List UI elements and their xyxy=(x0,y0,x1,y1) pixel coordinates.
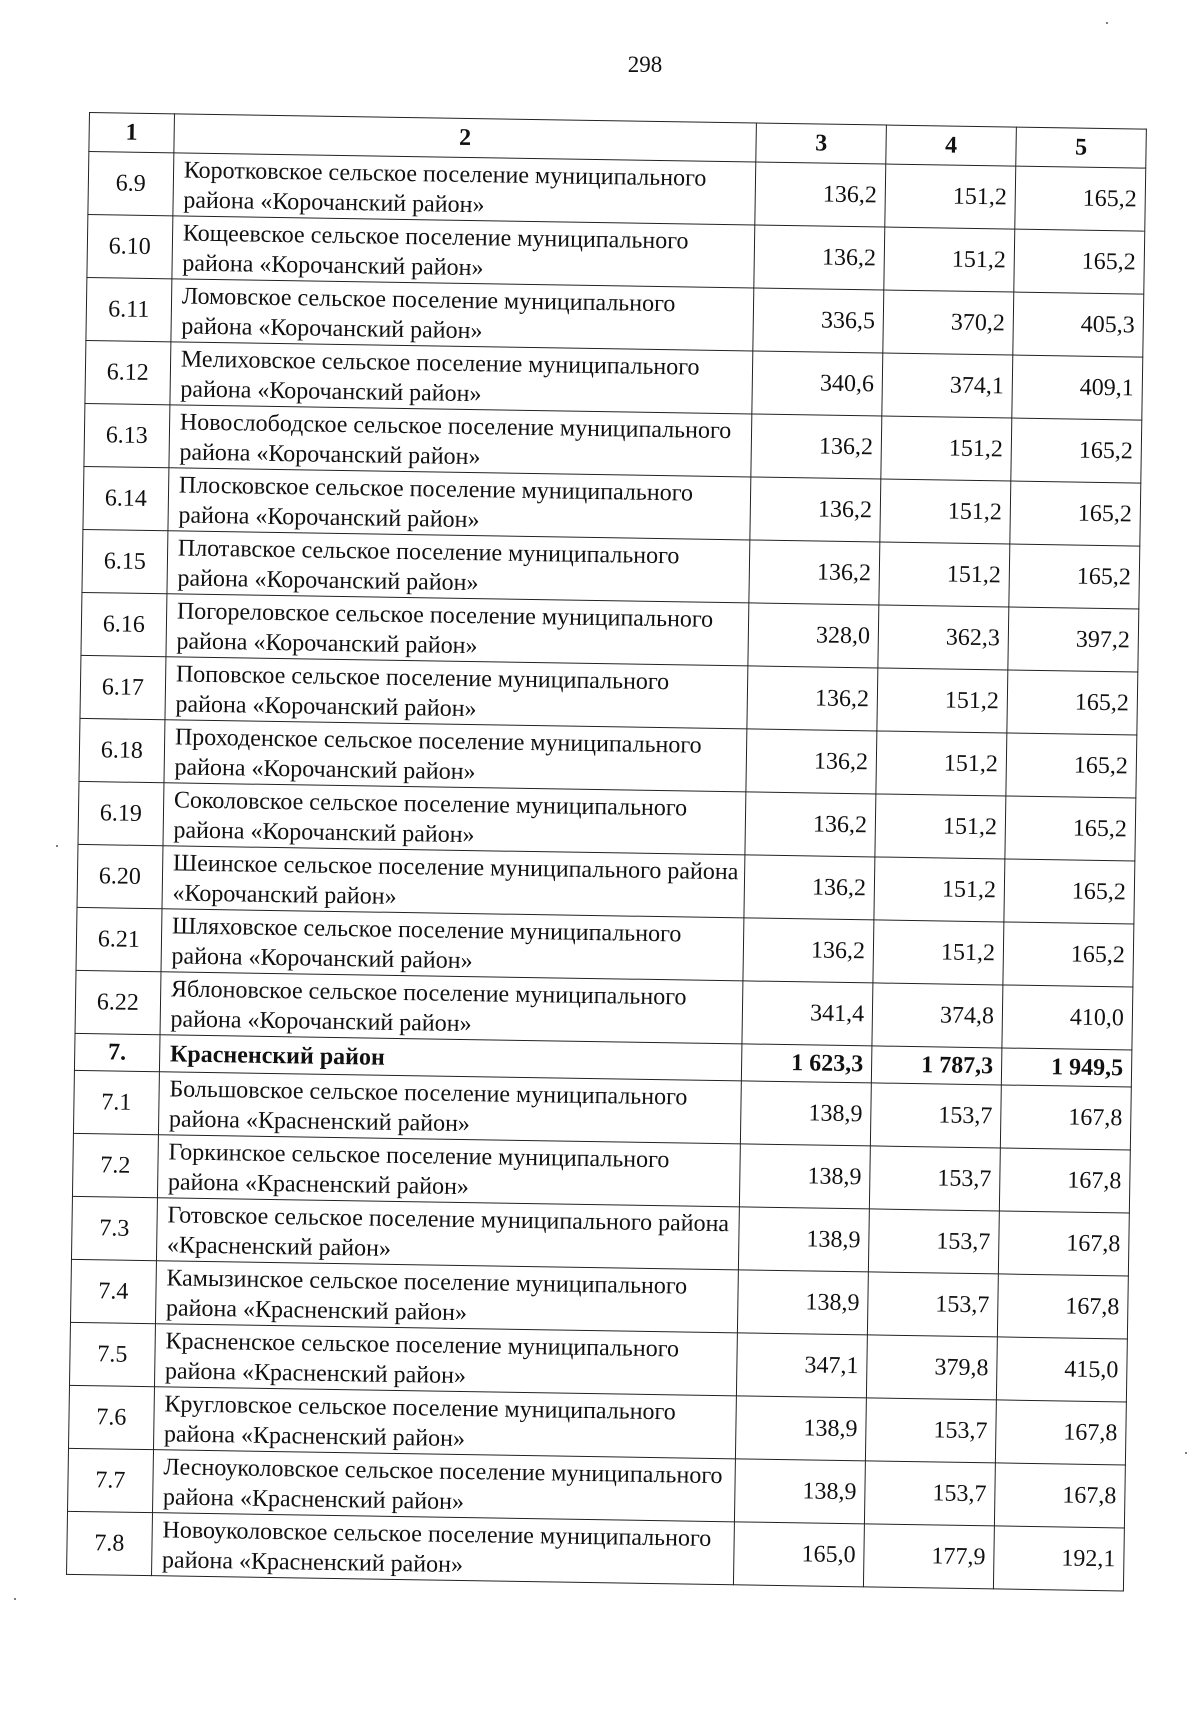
value-col-3-cell: 341,4 xyxy=(742,981,873,1046)
value-col-5-cell: 165,2 xyxy=(1011,418,1142,483)
row-number-cell: 7.7 xyxy=(68,1448,154,1512)
row-name-cell: Готовское сельское поселение муниципального района «Красненский район» xyxy=(156,1198,739,1270)
value-col-3-cell: 138,9 xyxy=(740,1144,871,1209)
row-number-cell: 6.18 xyxy=(79,718,165,782)
value-col-4-cell: 151,2 xyxy=(879,542,1010,607)
row-name-cell: Шляховское сельское поселение муниципального района «Корочанский район» xyxy=(161,909,744,981)
value-col-3-cell: 347,1 xyxy=(737,1333,868,1398)
value-col-5-cell: 167,8 xyxy=(997,1274,1128,1339)
value-col-4-cell: 151,2 xyxy=(880,479,1011,544)
value-col-5-cell: 165,2 xyxy=(1007,670,1138,735)
value-col-3-cell: 336,5 xyxy=(753,288,884,353)
value-col-3-cell: 136,2 xyxy=(750,477,881,542)
value-col-5-cell: 1 949,5 xyxy=(1001,1048,1132,1087)
value-col-3-cell: 165,0 xyxy=(734,1522,865,1587)
value-col-4-cell: 151,2 xyxy=(875,794,1006,859)
value-col-3-cell: 138,9 xyxy=(738,1270,869,1335)
row-number-cell: 7.1 xyxy=(73,1070,159,1134)
scan-speck xyxy=(1106,22,1108,24)
value-col-3-cell: 136,2 xyxy=(747,666,878,731)
value-col-4-cell: 151,2 xyxy=(881,416,1012,481)
value-col-5-cell: 167,8 xyxy=(994,1463,1125,1528)
value-col-4-cell: 153,7 xyxy=(865,1461,996,1526)
value-col-4-cell: 362,3 xyxy=(878,605,1009,670)
row-name-cell: Плотавское сельское поселение муниципального района «Корочанский район» xyxy=(167,531,750,603)
row-name-cell: Горкинское сельское поселение муниципального района «Красненский район» xyxy=(157,1135,740,1207)
row-name-cell: Камызинское сельское поселение муниципального района «Красненский район» xyxy=(155,1261,738,1333)
page-number: 298 xyxy=(627,52,663,77)
value-col-5-cell: 165,2 xyxy=(1009,544,1140,609)
row-name-cell: Ломовское сельское поселение муниципального района «Корочанский район» xyxy=(171,279,754,351)
scan-speck xyxy=(14,1598,16,1600)
value-col-4-cell: 151,2 xyxy=(885,164,1016,229)
value-col-3-cell: 138,9 xyxy=(741,1081,872,1146)
value-col-5-cell: 165,2 xyxy=(1015,166,1146,231)
value-col-4-cell: 153,7 xyxy=(869,1146,1000,1211)
row-name-cell: Поповское сельское поселение муниципального района «Корочанский район» xyxy=(165,657,748,729)
value-col-5-cell: 165,2 xyxy=(1014,229,1145,294)
value-col-5-cell: 165,2 xyxy=(1010,481,1141,546)
scan-speck xyxy=(1185,1452,1187,1454)
row-name-cell: Проходенское сельское поселение муниципального района «Корочанский район» xyxy=(164,720,747,792)
row-name-cell: Плосковское сельское поселение муниципального района «Корочанский район» xyxy=(168,468,751,540)
value-col-5-cell: 167,8 xyxy=(1000,1085,1131,1150)
value-col-3-cell: 136,2 xyxy=(755,162,886,227)
value-col-3-cell: 138,9 xyxy=(739,1207,870,1272)
value-col-4-cell: 1 787,3 xyxy=(871,1046,1001,1085)
row-number-cell: 7.6 xyxy=(69,1385,155,1449)
value-col-4-cell: 177,9 xyxy=(864,1524,995,1589)
row-number-cell: 6.13 xyxy=(84,403,170,467)
value-col-4-cell: 153,7 xyxy=(866,1398,997,1463)
row-name-cell: Большовское сельское поселение муниципального района «Красненский район» xyxy=(158,1072,741,1144)
header-col-5: 5 xyxy=(1016,127,1147,168)
value-col-3-cell: 136,2 xyxy=(745,792,876,857)
value-col-3-cell: 136,2 xyxy=(746,729,877,794)
value-col-4-cell: 151,2 xyxy=(877,668,1008,733)
value-col-4-cell: 151,2 xyxy=(876,731,1007,796)
row-name-cell: Кругловское сельское поселение муниципального района «Красненский район» xyxy=(153,1387,736,1459)
row-name-cell: Кощеевское сельское поселение муниципального района «Корочанский район» xyxy=(172,216,755,288)
row-name-cell: Красненский район xyxy=(159,1035,742,1081)
value-col-3-cell: 136,2 xyxy=(751,414,882,479)
row-number-cell: 6.10 xyxy=(87,214,173,278)
value-col-4-cell: 370,2 xyxy=(883,290,1014,355)
value-col-4-cell: 153,7 xyxy=(870,1083,1001,1148)
row-number-cell: 7.8 xyxy=(67,1511,153,1575)
header-col-4: 4 xyxy=(886,125,1017,166)
value-col-5-cell: 165,2 xyxy=(1005,796,1136,861)
value-col-5-cell: 405,3 xyxy=(1013,292,1144,357)
value-col-5-cell: 192,1 xyxy=(993,1526,1124,1591)
value-col-4-cell: 153,7 xyxy=(868,1272,999,1337)
row-number-cell: 7. xyxy=(74,1033,159,1071)
row-name-cell: Новослободское сельское поселение муниципального района «Корочанский район» xyxy=(169,405,752,477)
value-col-4-cell: 374,1 xyxy=(882,353,1013,418)
value-col-3-cell: 138,9 xyxy=(735,1459,866,1524)
header-col-3: 3 xyxy=(756,123,887,164)
value-col-3-cell: 136,2 xyxy=(744,855,875,920)
value-col-5-cell: 165,2 xyxy=(1003,922,1134,987)
budget-table xyxy=(66,112,1147,1591)
row-name-cell: Новоуколовское сельское поселение муниципального района «Красненский район» xyxy=(151,1513,734,1585)
value-col-4-cell: 374,8 xyxy=(872,983,1003,1048)
row-number-cell: 6.16 xyxy=(81,592,167,656)
row-name-cell: Яблоновское сельское поселение муниципального района «Корочанский район» xyxy=(160,972,743,1044)
row-name-cell: Соколовское сельское поселение муниципального района «Корочанский район» xyxy=(163,783,746,855)
value-col-3-cell: 136,2 xyxy=(743,918,874,983)
value-col-3-cell: 328,0 xyxy=(748,603,879,668)
value-col-4-cell: 151,2 xyxy=(873,920,1004,985)
row-name-cell: Лесноуколовское сельское поселение муниципального района «Красненский район» xyxy=(152,1450,735,1522)
row-name-cell: Мелиховское сельское поселение муниципального района «Корочанский район» xyxy=(170,342,753,414)
row-number-cell: 7.3 xyxy=(71,1196,157,1260)
value-col-5-cell: 167,8 xyxy=(998,1211,1129,1276)
value-col-5-cell: 165,2 xyxy=(1006,733,1137,798)
row-number-cell: 6.20 xyxy=(77,844,163,908)
value-col-5-cell: 397,2 xyxy=(1008,607,1139,672)
value-col-3-cell: 136,2 xyxy=(754,225,885,290)
row-name-cell: Погореловское сельское поселение муниципального района «Корочанский район» xyxy=(166,594,749,666)
value-col-3-cell: 136,2 xyxy=(749,540,880,605)
value-col-3-cell: 138,9 xyxy=(736,1396,867,1461)
value-col-5-cell: 167,8 xyxy=(999,1148,1130,1213)
value-col-5-cell: 410,0 xyxy=(1002,985,1133,1050)
row-number-cell: 6.14 xyxy=(83,466,169,530)
row-number-cell: 6.12 xyxy=(85,340,171,404)
scan-speck xyxy=(56,845,58,847)
value-col-4-cell: 151,2 xyxy=(874,857,1005,922)
value-col-4-cell: 153,7 xyxy=(869,1209,1000,1274)
table-body xyxy=(67,152,1146,1591)
row-number-cell: 6.19 xyxy=(78,781,164,845)
value-col-5-cell: 165,2 xyxy=(1004,859,1135,924)
row-number-cell: 6.17 xyxy=(80,655,166,719)
row-number-cell: 6.22 xyxy=(75,970,161,1034)
row-name-cell: Коротковское сельское поселение муниципального района «Корочанский район» xyxy=(173,153,756,225)
value-col-5-cell: 415,0 xyxy=(996,1337,1127,1402)
value-col-4-cell: 379,8 xyxy=(867,1335,998,1400)
row-name-cell: Шеинское сельское поселение муниципального района «Корочанский район» xyxy=(162,846,745,918)
header-col-2: 2 xyxy=(174,114,757,162)
row-name-cell: Красненское сельское поселение муниципального района «Красненский район» xyxy=(154,1324,737,1396)
value-col-5-cell: 409,1 xyxy=(1012,355,1143,420)
row-number-cell: 7.4 xyxy=(70,1259,156,1323)
row-number-cell: 6.15 xyxy=(82,529,168,593)
value-col-3-cell: 1 623,3 xyxy=(742,1044,872,1083)
row-number-cell: 6.11 xyxy=(86,277,172,341)
row-number-cell: 6.21 xyxy=(76,907,162,971)
header-col-1: 1 xyxy=(89,113,174,153)
value-col-4-cell: 151,2 xyxy=(884,227,1015,292)
value-col-3-cell: 340,6 xyxy=(752,351,883,416)
row-number-cell: 6.9 xyxy=(88,152,174,216)
row-number-cell: 7.5 xyxy=(69,1322,155,1386)
row-number-cell: 7.2 xyxy=(72,1133,158,1197)
value-col-5-cell: 167,8 xyxy=(995,1400,1126,1465)
